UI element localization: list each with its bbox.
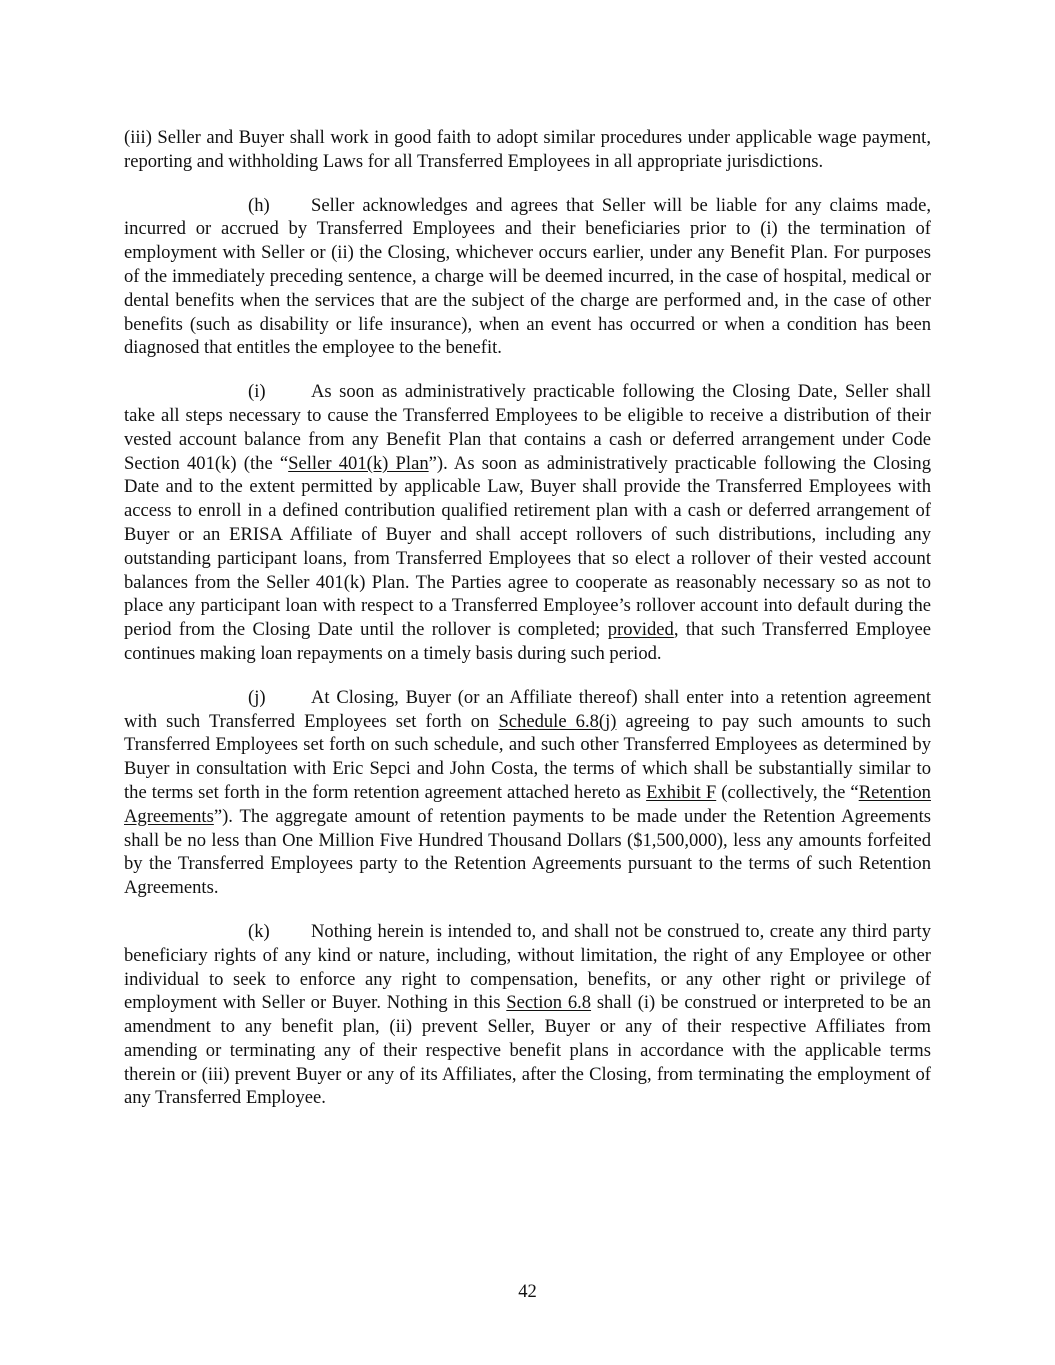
paragraph-i-text-3: , that such Transferred Employee continues making loan repayments on a timely basis during such period.: [124, 619, 932, 664]
paragraph-k-text-2: shall (i) be construed or interpreted to be an amendment to any benefit plan, (ii) prevent Seller, Buyer or any of their respective Affiliates from amending or terminating any of their respective benefit plans in accordance with the applicable terms therein or (iii) prevent Buyer or any of its Affiliates, after the Closing, from terminating the employment of any Transferred Employee.: [124, 992, 931, 1109]
paragraph-j-text-3: (collectively, the “: [716, 781, 859, 803]
defined-term-seller-401k-plan: Seller 401(k) Plan: [288, 452, 429, 474]
paragraph-h-label: (h): [248, 194, 270, 216]
reference-exhibit-f: Exhibit F: [646, 781, 717, 803]
paragraph-k-label: (k): [248, 920, 270, 942]
paragraph-j-text-4: ”). The aggregate amount of retention payments to be made under the Retention Agreements shall be no less than One Million Five Hundred Thousand Dollars ($1,500,000), less any amounts forfeited by the Transferred Employees party to the Retention Agreements pursuant to the terms of such Retention Agreements.: [124, 805, 931, 899]
reference-section-6-8: Section 6.8: [506, 992, 592, 1014]
defined-term-retention-agreements: Retention Agreements: [124, 781, 931, 827]
paragraph-j-label: (j): [248, 686, 266, 708]
paragraph-iii: [124, 126, 931, 174]
document-page: [124, 126, 931, 1130]
paragraph-j: [124, 686, 931, 900]
paragraph-k: [124, 920, 931, 1110]
reference-schedule-6-8-j: Schedule 6.8(j): [498, 710, 617, 732]
paragraph-i-label: (i): [248, 381, 266, 403]
defined-term-provided: provided: [607, 619, 674, 641]
paragraph-i-text-2: ”). As soon as administratively practicable following the Closing Date and to the extent permitted by applicable Law, Buyer shall provide the Transferred Employees with access to enroll in a defined contribution qualified retirement plan with a cash or deferred arrangement of Buyer or an ERISA Affiliate of Buyer and shall accept rollovers of such distributions, including any outstanding participant loans, from Transferred Employees that so elect a rollover of their vested account balances from the Seller 401(k) Plan. The Parties agree to cooperate as reasonably necessary so as not to place any participant loan with respect to a Transferred Employee’s rollover account into default during the period from the Closing Date until the rollover is completed;: [124, 452, 932, 641]
paragraph-j-text-1: At Closing, Buyer (or an Affiliate thereof) shall enter into a retention agreement with such Transferred Employees set forth on: [124, 686, 931, 732]
paragraph-k-text-1: Nothing herein is intended to, and shall not be construed to, create any third party beneficiary rights of any kind or nature, including, without limitation, the right of any Employee or other individual to seek to enforce any right to compensation, benefits, or any other right or privilege of employment with Seller or Buyer. Nothing in this: [124, 920, 931, 1014]
paragraph-h: [124, 194, 931, 361]
paragraph-j-text-2: agreeing to pay such amounts to such Transferred Employees set forth on such schedule, and such other Transferred Employees as determined by Buyer in consultation with Eric Sepci and John Costa, the terms of which shall be substantially similar to the terms set forth in the form retention agreement attached hereto as: [124, 710, 931, 803]
page-number: 42: [518, 1281, 537, 1302]
paragraph-iii-text: (iii) Seller and Buyer shall work in good faith to adopt similar procedures under applicable wage payment, reporting and withholding Laws for all Transferred Employees in all appropriate jurisdictions.: [124, 127, 931, 172]
paragraph-h-text: Seller acknowledges and agrees that Seller will be liable for any claims made, incurred or accrued by Transferred Employees and their beneficiaries prior to (i) the termination of employment with Seller or (ii) the Closing, whichever occurs earlier, under any Benefit Plan. For purposes of the immediately preceding sentence, a charge will be deemed incurred, in the case of hospital, medical or dental benefits when the services that are the subject of the charge are performed and, in the case of other benefits (such as disability or life insurance), when an event has occurred or when a condition has been diagnosed that entitles the employee to the benefit.: [124, 194, 931, 359]
paragraph-i: [124, 380, 931, 666]
paragraph-i-text-1: As soon as administratively practicable following the Closing Date, Seller shall take all steps necessary to cause the Transferred Employees to be eligible to receive a distribution of their vested account balance from any Benefit Plan that contains a cash or deferred arrangement under Code Section 401(k) (the “: [124, 381, 931, 474]
